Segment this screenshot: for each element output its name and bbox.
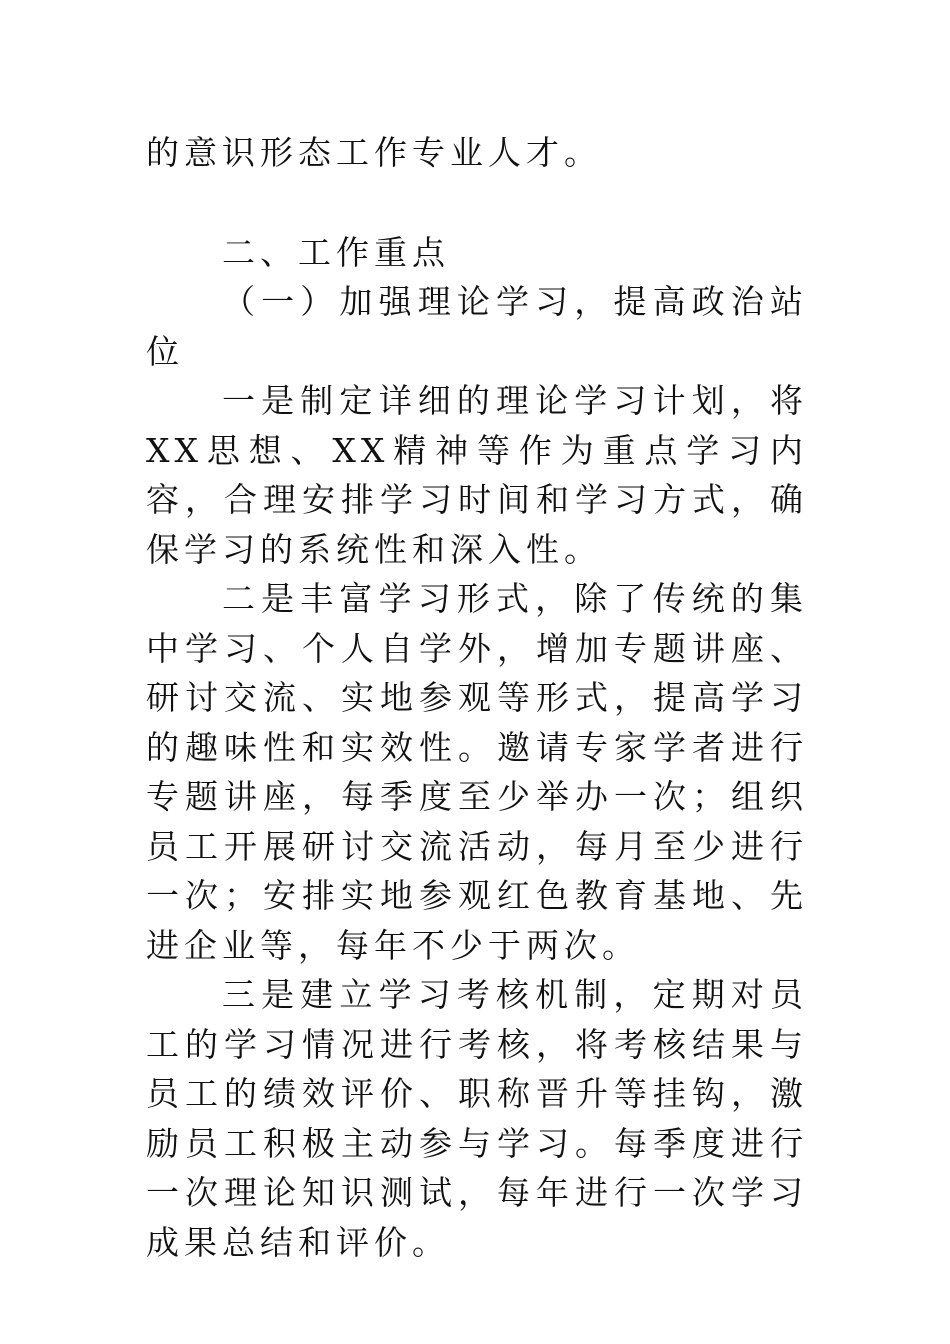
document-body: [146, 128, 808, 1267]
section-heading: 二、工作重点: [222, 232, 450, 272]
subsection-heading: （一）加强理论学习，提高政治站位: [146, 282, 808, 371]
paragraph-1: 一是制定详细的理论学习计划，将XX思想、XX精神等作为重点学习内容，合理安排学习时间和学习方式，确保学习的系统性和深入性。: [146, 381, 808, 569]
paragraph-2: 二是丰富学习形式，除了传统的集中学习、个人自学外，增加专题讲座、研讨交流、实地参观等形式，提高学习的趣味性和实效性。邀请专家学者进行专题讲座，每季度至少举办一次；组织员工开展研讨交流活动，每月至少进行一次；安排实地参观红色教育基地、先进企业等，每年不少于两次。: [146, 579, 808, 965]
paragraph-3: 三是建立学习考核机制，定期对员工的学习情况进行考核，将考核结果与员工的绩效评价、职称晋升等挂钩，激励员工积极主动参与学习。每季度进行一次理论知识测试，每年进行一次学习成果总结和评价。: [146, 975, 808, 1262]
continuation-text: 的意识形态工作专业人才。: [146, 133, 602, 172]
